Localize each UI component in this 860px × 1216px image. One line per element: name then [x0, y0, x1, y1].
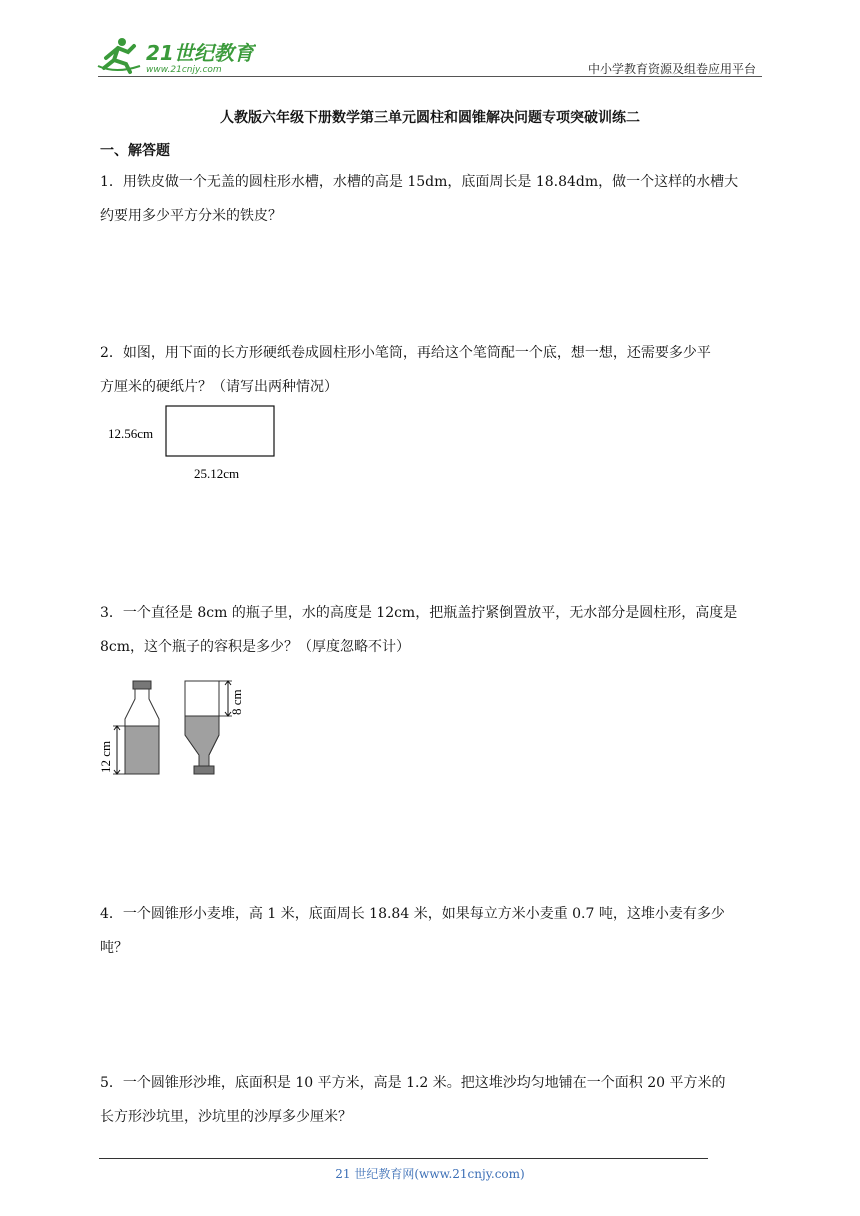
footer-divider — [99, 1158, 708, 1159]
rectangle-figure — [100, 400, 290, 490]
paper-rectangle — [166, 406, 274, 456]
question-5-line-1: 5．一个圆锥形沙堆，底面积是 10 平方米，高是 1.2 米。把这堆沙均匀地铺在一个面积 20 平方米的 — [100, 1075, 726, 1091]
logo-url: www.21cnjy.com — [146, 65, 222, 75]
question-4-line-1: 4．一个圆锥形小麦堆，高 1 米，底面周长 18.84 米，如果每立方米小麦重 0.7 吨，这堆小麦有多少 — [100, 906, 725, 922]
question-1-line-2: 约要用多少平方分米的铁皮？ — [100, 208, 282, 224]
air-height-label: 8 cm — [229, 689, 244, 715]
rectangle-height-label: 12.56cm — [108, 426, 154, 441]
question-5-line-2: 长方形沙坑里，沙坑里的沙厚多少厘米？ — [100, 1109, 352, 1125]
question-1 — [100, 165, 764, 233]
question-3-line-2: 8cm，这个瓶子的容积是多少？（厚度忽略不计） — [100, 639, 411, 655]
section-heading: 一、解答题 — [100, 143, 170, 159]
platform-name: 中小学教育资源及组卷应用平台 — [587, 62, 756, 76]
upright-bottle — [98, 681, 159, 774]
bottles-figure — [98, 675, 258, 780]
rectangle-width-label: 25.12cm — [194, 466, 240, 481]
site-logo — [96, 36, 256, 76]
question-3 — [100, 596, 764, 664]
question-1-line-1: 1．用铁皮做一个无盖的圆柱形水槽，水槽的高是 15dm，底面周长是 18.84dm，做一个这样的水槽大 — [100, 174, 739, 190]
question-2 — [100, 336, 764, 404]
question-2-line-2: 方厘米的硬纸片？（请写出两种情况） — [100, 379, 338, 395]
question-3-line-1: 3．一个直径是 8cm 的瓶子里，水的高度是 12cm，把瓶盖拧紧倒置放平，无水部分是圆柱形，高度是 — [100, 605, 738, 621]
water-fill — [125, 726, 159, 774]
water-fill — [185, 716, 219, 766]
header-divider — [98, 76, 762, 77]
question-2-line-1: 2．如图，用下面的长方形硬纸卷成圆柱形小笔筒，再给这个笔筒配一个底，想一想，还需要多少平 — [100, 345, 711, 361]
inverted-bottle — [185, 681, 244, 774]
logo-text: 21世纪教育 — [146, 41, 254, 65]
question-5 — [100, 1066, 764, 1134]
question-4-line-2: 吨？ — [100, 940, 128, 956]
document-title: 人教版六年级下册数学第三单元圆柱和圆锥解决问题专项突破训练二 — [220, 110, 640, 126]
footer-link[interactable]: 21 世纪教育网(www.21cnjy.com) — [335, 1167, 525, 1181]
question-4 — [100, 897, 764, 965]
runner-icon — [98, 38, 140, 72]
water-height-label: 12 cm — [98, 740, 113, 773]
